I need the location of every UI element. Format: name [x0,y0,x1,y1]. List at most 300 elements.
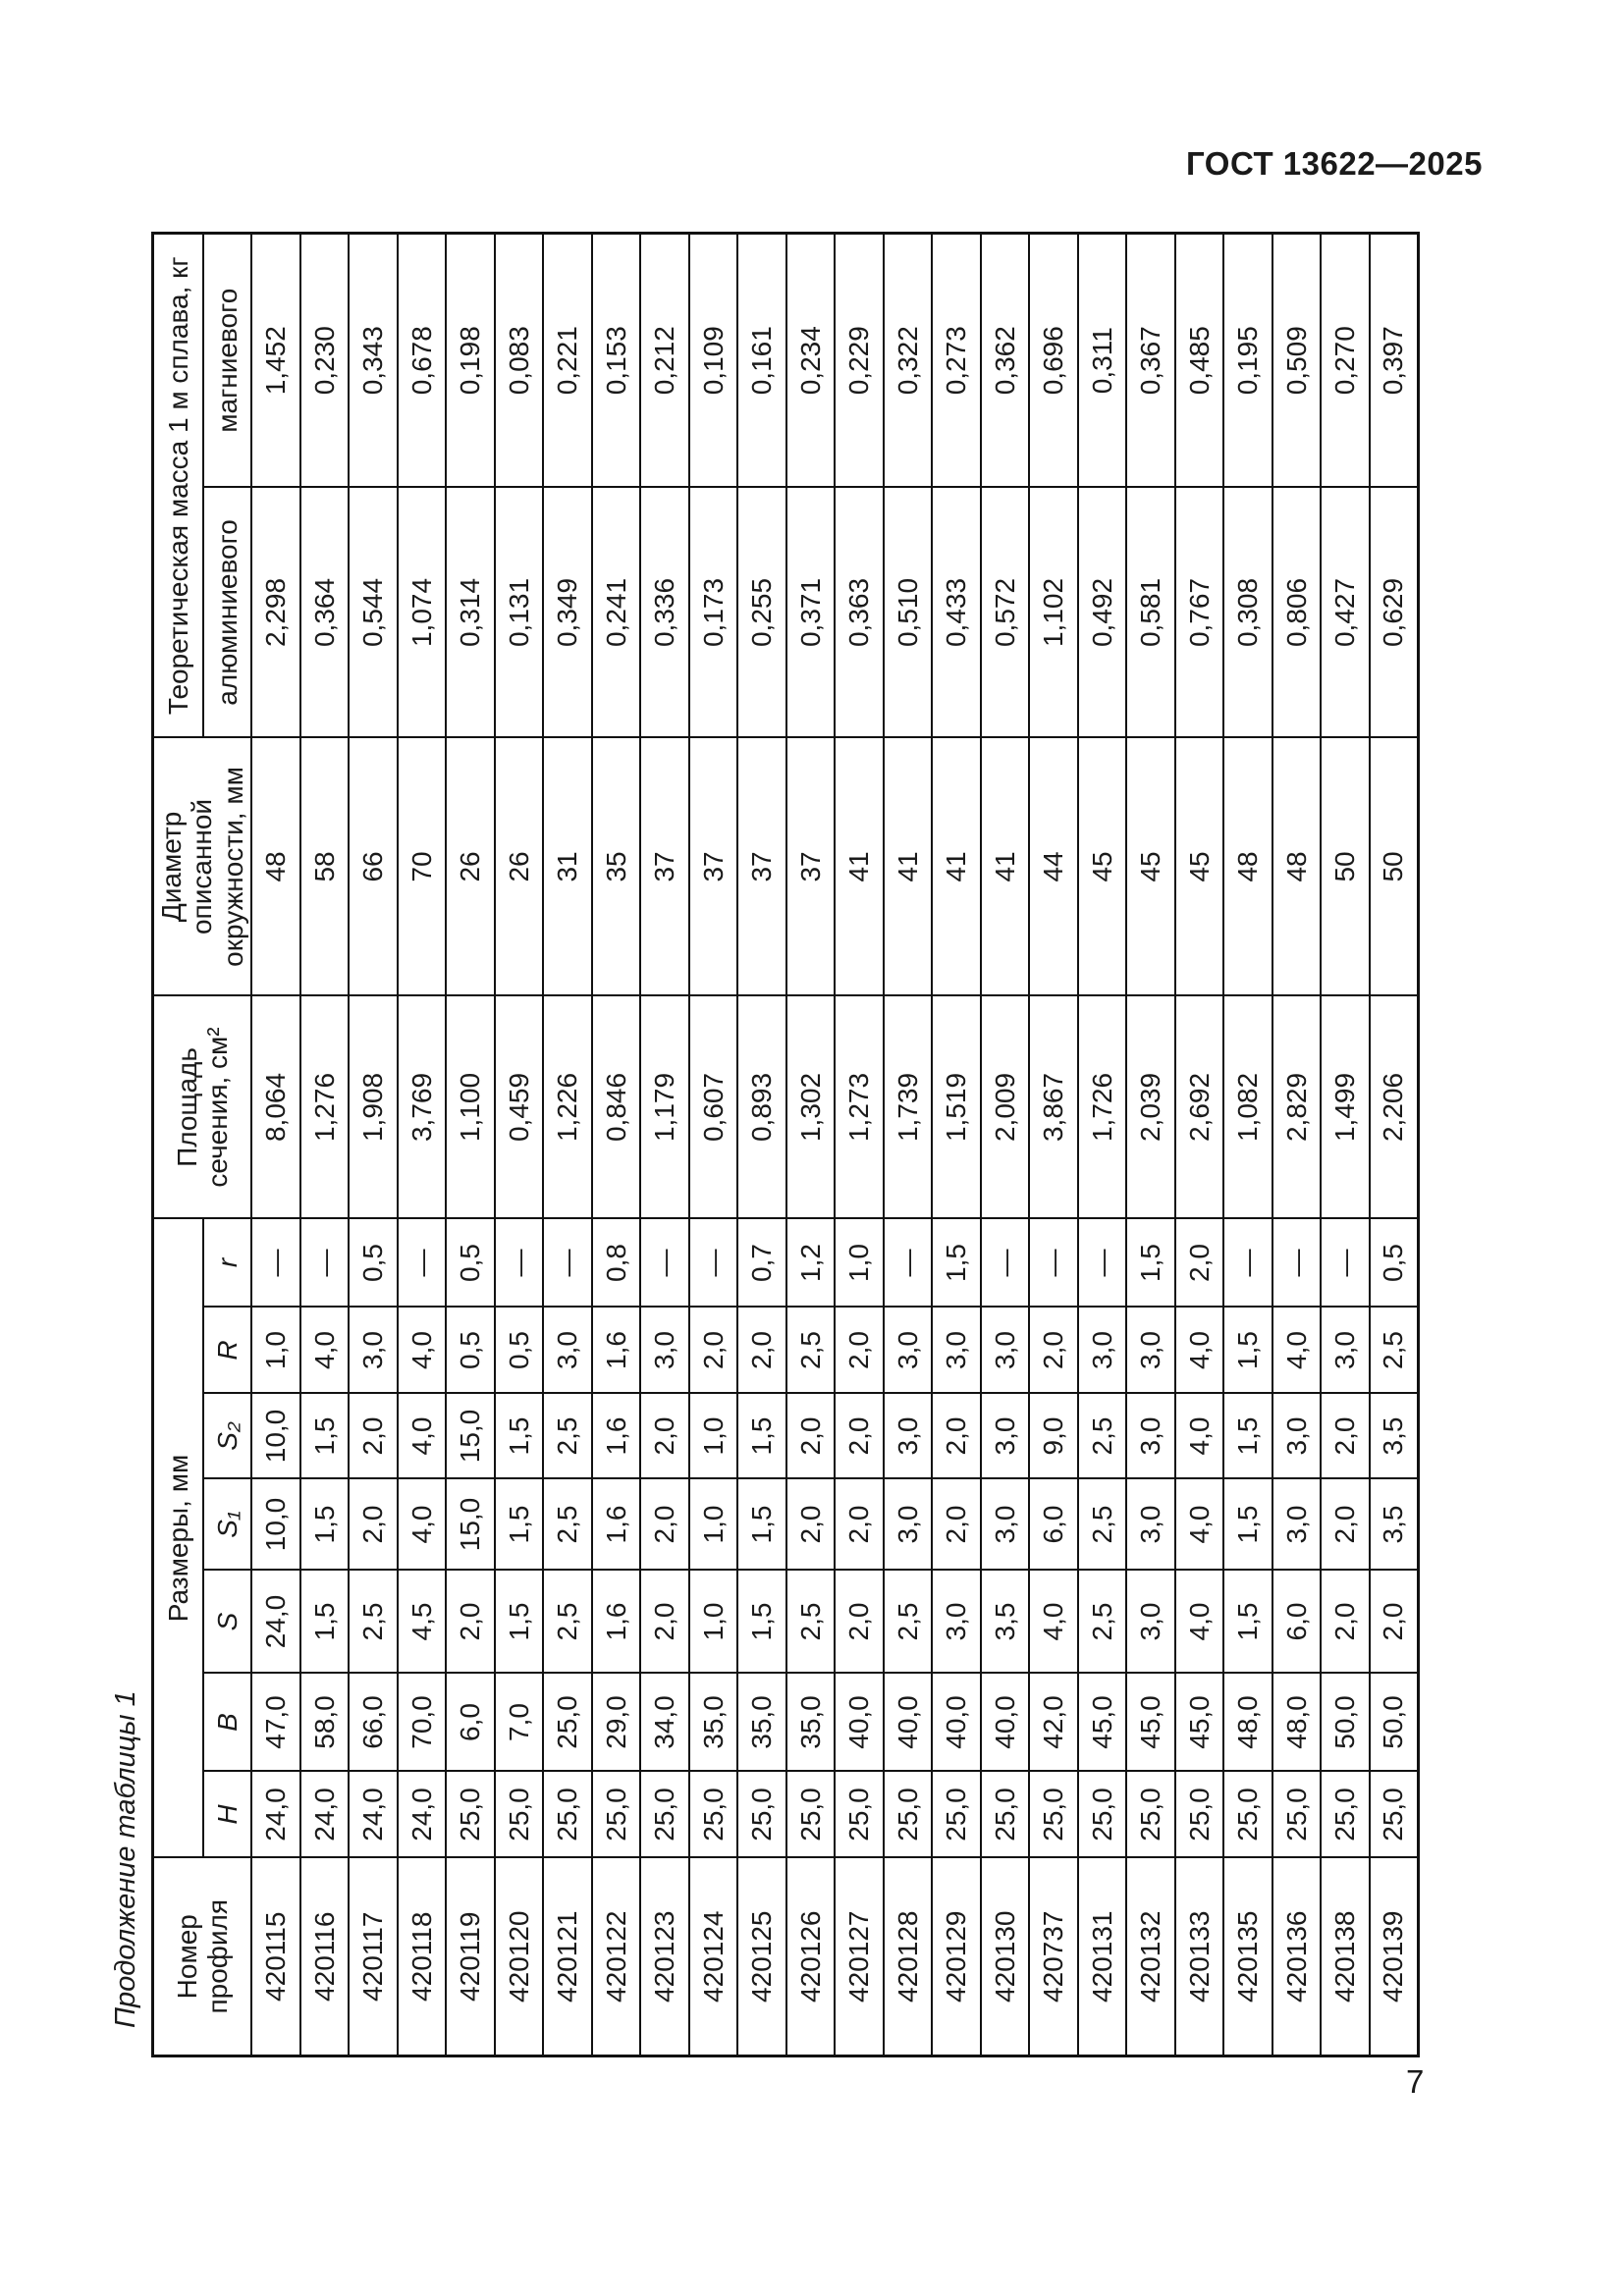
h-cell: 25,0 [1370,1772,1419,1858]
mass-magnesium-cell: 0,229 [835,233,884,487]
diameter-cell: 41 [884,737,933,995]
diameter-cell: 45 [1078,737,1127,995]
header-dim-s: S [203,1571,251,1674]
table-row [592,233,641,2056]
diameter-cell: 70 [398,737,447,995]
s2-cell: 3,0 [981,1394,1030,1479]
s1-cell: 6,0 [1029,1479,1078,1571]
s-cell: 2,0 [1370,1571,1419,1674]
mass-aluminum-cell: 2,298 [251,487,300,737]
s2-cell: 4,0 [398,1394,447,1479]
profile-number-cell: 420125 [737,1858,786,2056]
area-cell: 8,064 [251,995,300,1218]
s-cell: 2,5 [786,1571,836,1674]
profile-number-cell: 420116 [300,1858,350,2056]
s1-cell: 1,5 [495,1479,544,1571]
diameter-cell: 48 [1223,737,1272,995]
b-cell: 40,0 [835,1674,884,1772]
area-cell: 1,082 [1223,995,1272,1218]
header-dim-h: H [203,1772,251,1858]
s2-cell: 1,5 [495,1394,544,1479]
s1-cell: 3,0 [1272,1479,1322,1571]
header-dim-b: B [203,1674,251,1772]
radius-big-cell: 4,0 [1175,1308,1224,1394]
s1-cell: 1,5 [737,1479,786,1571]
diameter-cell: 41 [932,737,981,995]
h-cell: 25,0 [1078,1772,1127,1858]
s-cell: 2,0 [835,1571,884,1674]
radius-big-cell: 4,0 [398,1308,447,1394]
diameter-cell: 48 [1272,737,1322,995]
header-dim-s1: S₁ [203,1479,251,1571]
mass-aluminum-cell: 1,074 [398,487,447,737]
diameter-cell: 37 [737,737,786,995]
radius-big-cell: 2,0 [689,1308,738,1394]
mass-aluminum-cell: 0,131 [495,487,544,737]
table-row [1321,233,1370,2056]
h-cell: 25,0 [932,1772,981,1858]
radius-small-cell: — [884,1218,933,1307]
b-cell: 48,0 [1272,1674,1322,1772]
h-cell: 25,0 [1272,1772,1322,1858]
s2-cell: 1,6 [592,1394,641,1479]
h-cell: 25,0 [884,1772,933,1858]
header-circumscribed-diameter: Диаметр описанной окружности, мм [153,737,252,995]
diameter-cell: 48 [251,737,300,995]
mass-aluminum-cell: 0,308 [1223,487,1272,737]
table-row [737,233,786,2056]
profile-number-cell: 420737 [1029,1858,1078,2056]
mass-aluminum-cell: 0,806 [1272,487,1322,737]
profile-number-cell: 420122 [592,1858,641,2056]
area-cell: 2,206 [1370,995,1419,1218]
mass-magnesium-cell: 0,397 [1370,233,1419,487]
b-cell: 50,0 [1321,1674,1370,1772]
radius-big-cell: 2,5 [1370,1308,1419,1394]
table-row [398,233,447,2056]
area-cell: 0,846 [592,995,641,1218]
s-cell: 2,5 [884,1571,933,1674]
b-cell: 40,0 [932,1674,981,1772]
s2-cell: 2,0 [640,1394,689,1479]
s2-cell: 9,0 [1029,1394,1078,1479]
mass-aluminum-cell: 0,433 [932,487,981,737]
diameter-cell: 45 [1175,737,1224,995]
profile-number-cell: 420126 [786,1858,836,2056]
s-cell: 24,0 [251,1571,300,1674]
s-cell: 4,0 [1029,1571,1078,1674]
s2-cell: 2,0 [1321,1394,1370,1479]
h-cell: 24,0 [398,1772,447,1858]
radius-small-cell: 0,8 [592,1218,641,1307]
h-cell: 25,0 [1029,1772,1078,1858]
mass-aluminum-cell: 0,241 [592,487,641,737]
s-cell: 2,5 [1078,1571,1127,1674]
profile-number-cell: 420121 [543,1858,592,2056]
s-cell: 4,0 [1175,1571,1224,1674]
s1-cell: 1,5 [1223,1479,1272,1571]
mass-aluminum-cell: 0,492 [1078,487,1127,737]
s-cell: 2,0 [1321,1571,1370,1674]
s-cell: 3,0 [1126,1571,1175,1674]
profile-number-cell: 420133 [1175,1858,1224,2056]
rotated-table-area [110,235,1409,2057]
diameter-cell: 26 [446,737,495,995]
area-cell: 3,867 [1029,995,1078,1218]
h-cell: 25,0 [1175,1772,1224,1858]
radius-small-cell: — [1078,1218,1127,1307]
profile-number-cell: 420138 [1321,1858,1370,2056]
s1-cell: 2,0 [932,1479,981,1571]
s2-cell: 2,0 [349,1394,398,1479]
s1-cell: 2,0 [786,1479,836,1571]
radius-small-cell: — [1029,1218,1078,1307]
s1-cell: 3,0 [884,1479,933,1571]
radius-small-cell: 1,5 [1126,1218,1175,1307]
b-cell: 40,0 [884,1674,933,1772]
h-cell: 24,0 [349,1772,398,1858]
mass-magnesium-cell: 0,322 [884,233,933,487]
radius-small-cell: 0,5 [349,1218,398,1307]
b-cell: 48,0 [1223,1674,1272,1772]
h-cell: 25,0 [495,1772,544,1858]
mass-magnesium-cell: 0,311 [1078,233,1127,487]
radius-small-cell: — [1223,1218,1272,1307]
s2-cell: 2,0 [835,1394,884,1479]
radius-big-cell: 2,0 [835,1308,884,1394]
diameter-cell: 41 [981,737,1030,995]
radius-small-cell: — [543,1218,592,1307]
s2-cell: 3,0 [884,1394,933,1479]
radius-big-cell: 2,5 [786,1308,836,1394]
s1-cell: 2,5 [1078,1479,1127,1571]
mass-magnesium-cell: 0,362 [981,233,1030,487]
h-cell: 24,0 [251,1772,300,1858]
s-cell: 3,5 [981,1571,1030,1674]
h-cell: 25,0 [737,1772,786,1858]
mass-aluminum-cell: 1,102 [1029,487,1078,737]
radius-big-cell: 2,0 [737,1308,786,1394]
s2-cell: 3,0 [1126,1394,1175,1479]
s-cell: 1,0 [689,1571,738,1674]
s1-cell: 2,0 [640,1479,689,1571]
b-cell: 70,0 [398,1674,447,1772]
s2-cell: 4,0 [1175,1394,1224,1479]
h-cell: 25,0 [786,1772,836,1858]
area-cell: 2,829 [1272,995,1322,1218]
mass-aluminum-cell: 0,572 [981,487,1030,737]
radius-big-cell: 1,6 [592,1308,641,1394]
s2-cell: 3,0 [1272,1394,1322,1479]
s2-cell: 15,0 [446,1394,495,1479]
radius-small-cell: 0,5 [1370,1218,1419,1307]
radius-big-cell: 3,0 [640,1308,689,1394]
mass-magnesium-cell: 0,367 [1126,233,1175,487]
mass-magnesium-cell: 0,343 [349,233,398,487]
diameter-cell: 26 [495,737,544,995]
radius-small-cell: — [1321,1218,1370,1307]
s2-cell: 1,5 [1223,1394,1272,1479]
s2-cell: 1,5 [737,1394,786,1479]
s-cell: 2,0 [640,1571,689,1674]
profile-number-cell: 420129 [932,1858,981,2056]
radius-small-cell: 1,0 [835,1218,884,1307]
mass-aluminum-cell: 0,255 [737,487,786,737]
profile-number-cell: 420135 [1223,1858,1272,2056]
profile-number-cell: 420136 [1272,1858,1322,2056]
area-cell: 1,499 [1321,995,1370,1218]
s1-cell: 1,6 [592,1479,641,1571]
mass-aluminum-cell: 0,363 [835,487,884,737]
header-dim-radius-small: r [203,1218,251,1307]
table-head [153,233,252,2056]
table-continuation-caption: Продолжение таблицы 1 [110,1690,141,2028]
profiles-table [151,232,1420,2057]
area-cell: 1,226 [543,995,592,1218]
h-cell: 25,0 [543,1772,592,1858]
s2-cell: 2,0 [786,1394,836,1479]
mass-magnesium-cell: 0,234 [786,233,836,487]
radius-big-cell: 2,0 [1029,1308,1078,1394]
area-cell: 2,009 [981,995,1030,1218]
profile-number-cell: 420131 [1078,1858,1127,2056]
s-cell: 1,5 [1223,1571,1272,1674]
area-cell: 2,039 [1126,995,1175,1218]
table-row [1223,233,1272,2056]
mass-magnesium-cell: 0,696 [1029,233,1078,487]
header-mass-aluminum: алюминиевого [203,487,251,737]
s1-cell: 1,5 [300,1479,350,1571]
table-row [689,233,738,2056]
table-row [640,233,689,2056]
profile-number-cell: 420128 [884,1858,933,2056]
s2-cell: 10,0 [251,1394,300,1479]
table-row [1370,233,1419,2056]
mass-magnesium-cell: 0,509 [1272,233,1322,487]
diameter-cell: 45 [1126,737,1175,995]
radius-big-cell: 1,5 [1223,1308,1272,1394]
mass-aluminum-cell: 0,544 [349,487,398,737]
profile-number-cell: 420139 [1370,1858,1419,2056]
b-cell: 35,0 [786,1674,836,1772]
mass-magnesium-cell: 0,083 [495,233,544,487]
h-cell: 25,0 [640,1772,689,1858]
s-cell: 2,5 [543,1571,592,1674]
area-cell: 3,769 [398,995,447,1218]
table-row [932,233,981,2056]
table-row [1126,233,1175,2056]
b-cell: 35,0 [737,1674,786,1772]
diameter-cell: 37 [689,737,738,995]
s1-cell: 2,5 [543,1479,592,1571]
table-row [884,233,933,2056]
table-row [495,233,544,2056]
radius-big-cell: 3,0 [981,1308,1030,1394]
mass-aluminum-cell: 0,173 [689,487,738,737]
h-cell: 25,0 [835,1772,884,1858]
b-cell: 25,0 [543,1674,592,1772]
b-cell: 50,0 [1370,1674,1419,1772]
diameter-cell: 66 [349,737,398,995]
mass-magnesium-cell: 0,109 [689,233,738,487]
table-body [251,233,1418,2056]
radius-small-cell: 2,0 [1175,1218,1224,1307]
b-cell: 34,0 [640,1674,689,1772]
profile-number-cell: 420117 [349,1858,398,2056]
s-cell: 6,0 [1272,1571,1322,1674]
header-dimensions-group: Размеры, мм [153,1218,204,1857]
s-cell: 1,6 [592,1571,641,1674]
diameter-cell: 35 [592,737,641,995]
area-cell: 0,459 [495,995,544,1218]
mass-magnesium-cell: 0,678 [398,233,447,487]
radius-big-cell: 3,0 [1126,1308,1175,1394]
s1-cell: 1,0 [689,1479,738,1571]
header-mass-magnesium: магниевого [203,233,251,487]
profile-number-cell: 420124 [689,1858,738,2056]
h-cell: 25,0 [1126,1772,1175,1858]
radius-small-cell: — [981,1218,1030,1307]
area-cell: 0,893 [737,995,786,1218]
table-row [835,233,884,2056]
diameter-cell: 58 [300,737,350,995]
radius-small-cell: 0,5 [446,1218,495,1307]
profile-number-cell: 420130 [981,1858,1030,2056]
s2-cell: 2,0 [932,1394,981,1479]
b-cell: 7,0 [495,1674,544,1772]
b-cell: 45,0 [1078,1674,1127,1772]
diameter-cell: 31 [543,737,592,995]
radius-big-cell: 3,0 [349,1308,398,1394]
b-cell: 6,0 [446,1674,495,1772]
h-cell: 25,0 [592,1772,641,1858]
area-cell: 1,908 [349,995,398,1218]
s1-cell: 2,0 [1321,1479,1370,1571]
table-row [251,233,300,2056]
h-cell: 25,0 [1321,1772,1370,1858]
b-cell: 35,0 [689,1674,738,1772]
table-row [446,233,495,2056]
header-section-area: Площадь сечения, см² [153,995,252,1218]
radius-big-cell: 3,0 [884,1308,933,1394]
mass-aluminum-cell: 0,510 [884,487,933,737]
mass-aluminum-cell: 0,581 [1126,487,1175,737]
s1-cell: 4,0 [398,1479,447,1571]
radius-big-cell: 0,5 [495,1308,544,1394]
s1-cell: 3,0 [981,1479,1030,1571]
radius-big-cell: 1,0 [251,1308,300,1394]
mass-magnesium-cell: 0,195 [1223,233,1272,487]
mass-aluminum-cell: 0,427 [1321,487,1370,737]
diameter-cell: 41 [835,737,884,995]
area-cell: 1,276 [300,995,350,1218]
s-cell: 3,0 [932,1571,981,1674]
radius-big-cell: 4,0 [300,1308,350,1394]
mass-magnesium-cell: 1,452 [251,233,300,487]
s2-cell: 3,5 [1370,1394,1419,1479]
table-row [1272,233,1322,2056]
table-row [349,233,398,2056]
s1-cell: 4,0 [1175,1479,1224,1571]
table-row [786,233,836,2056]
profile-number-cell: 420120 [495,1858,544,2056]
s1-cell: 3,0 [1126,1479,1175,1571]
b-cell: 42,0 [1029,1674,1078,1772]
standard-reference: ГОСТ 13622—2025 [1186,145,1483,182]
radius-small-cell: — [640,1218,689,1307]
s-cell: 4,5 [398,1571,447,1674]
header-profile-number: Номер профиля [153,1858,252,2056]
b-cell: 45,0 [1126,1674,1175,1772]
mass-aluminum-cell: 0,767 [1175,487,1224,737]
table-row [300,233,350,2056]
area-cell: 1,179 [640,995,689,1218]
b-cell: 29,0 [592,1674,641,1772]
profile-number-cell: 420123 [640,1858,689,2056]
mass-aluminum-cell: 0,336 [640,487,689,737]
table-row [1175,233,1224,2056]
b-cell: 40,0 [981,1674,1030,1772]
s1-cell: 2,0 [835,1479,884,1571]
area-cell: 1,519 [932,995,981,1218]
b-cell: 45,0 [1175,1674,1224,1772]
radius-small-cell: — [300,1218,350,1307]
radius-small-cell: — [251,1218,300,1307]
profile-number-cell: 420132 [1126,1858,1175,2056]
h-cell: 25,0 [689,1772,738,1858]
mass-aluminum-cell: 0,349 [543,487,592,737]
h-cell: 25,0 [1223,1772,1272,1858]
b-cell: 66,0 [349,1674,398,1772]
s2-cell: 1,0 [689,1394,738,1479]
diameter-cell: 37 [786,737,836,995]
radius-small-cell: 0,7 [737,1218,786,1307]
area-cell: 1,302 [786,995,836,1218]
page-number: 7 [1406,2063,1425,2100]
s2-cell: 2,5 [543,1394,592,1479]
area-cell: 1,100 [446,995,495,1218]
radius-small-cell: 1,2 [786,1218,836,1307]
area-cell: 1,739 [884,995,933,1218]
table-row [1078,233,1127,2056]
radius-small-cell: — [689,1218,738,1307]
radius-small-cell: — [1272,1218,1322,1307]
mass-magnesium-cell: 0,230 [300,233,350,487]
mass-aluminum-cell: 0,364 [300,487,350,737]
s-cell: 2,0 [446,1571,495,1674]
radius-small-cell: — [495,1218,544,1307]
mass-magnesium-cell: 0,212 [640,233,689,487]
mass-magnesium-cell: 0,153 [592,233,641,487]
header-theoretical-mass-group: Теоретическая масса 1 м сплава, кг [153,233,204,737]
mass-magnesium-cell: 0,273 [932,233,981,487]
s-cell: 2,5 [349,1571,398,1674]
mass-magnesium-cell: 0,221 [543,233,592,487]
radius-big-cell: 3,0 [932,1308,981,1394]
diameter-cell: 50 [1321,737,1370,995]
s1-cell: 10,0 [251,1479,300,1571]
table-row [981,233,1030,2056]
s2-cell: 2,5 [1078,1394,1127,1479]
profile-number-cell: 420119 [446,1858,495,2056]
mass-aluminum-cell: 0,629 [1370,487,1419,737]
s1-cell: 3,5 [1370,1479,1419,1571]
profile-number-cell: 420127 [835,1858,884,2056]
radius-big-cell: 3,0 [1078,1308,1127,1394]
radius-big-cell: 3,0 [1321,1308,1370,1394]
header-dim-radius-big: R [203,1308,251,1394]
s1-cell: 15,0 [446,1479,495,1571]
